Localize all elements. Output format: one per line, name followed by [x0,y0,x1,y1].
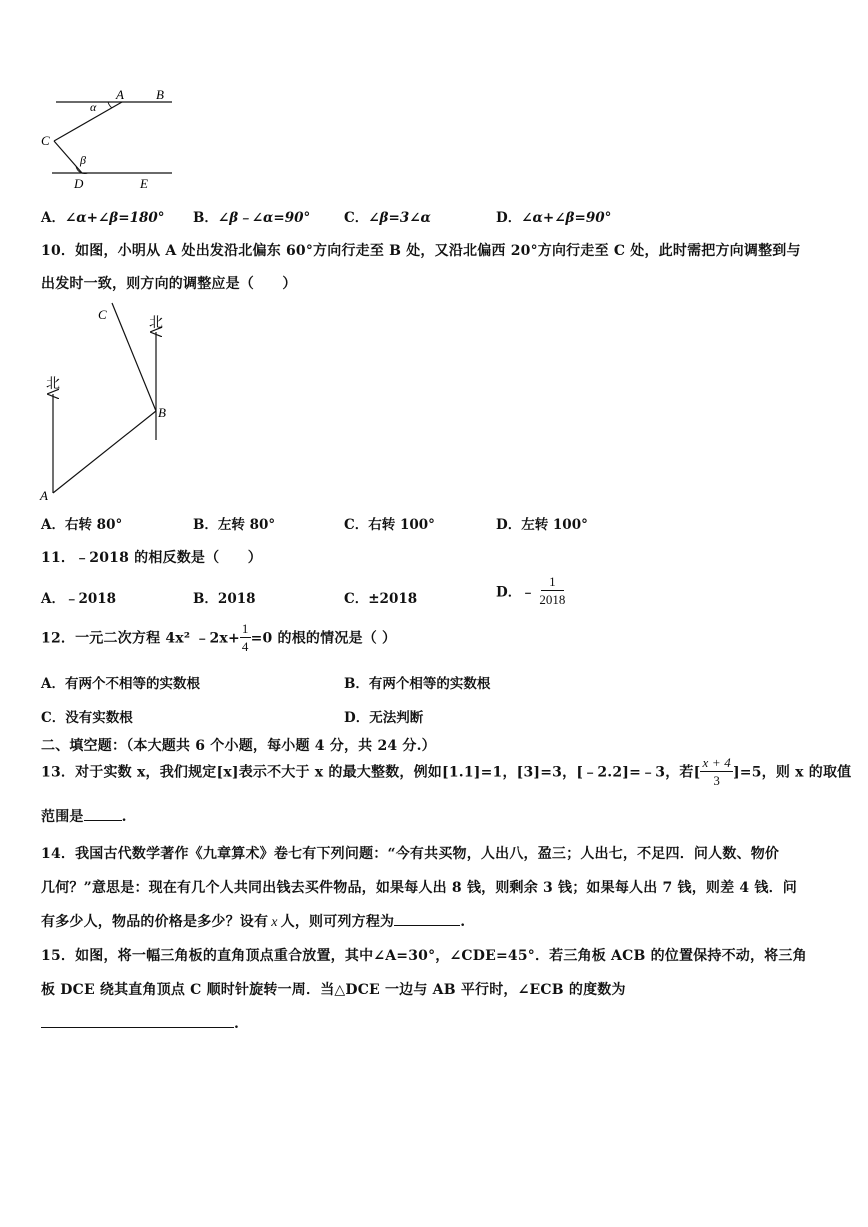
q13-fraction: $\frac{x + 4}{3}$ [702,755,731,788]
parallel-lines-figure [36,84,181,192]
q9-option-d: D．∠α+∠β=90° [496,210,612,226]
q9-option-a: A．∠α+∠β=180° [41,210,165,226]
label-e: E [140,176,148,191]
q13-answer-blank[interactable] [84,820,122,821]
q14-line3: 有多少人，物品的价格是多少？设有 x 人，则可列方程为 . [41,914,466,930]
q12-stem: 12．一元二次方程 4x² ﹣2x+ $\frac{1}{4}$ =0 的根的情况是（ ） [41,621,397,654]
q12-fraction: $\frac{1}{4}$ [241,621,249,654]
path-ab [53,411,156,493]
q11-stem: 11．﹣2018 的相反数是（ ） [41,550,262,566]
q12-option-a: A．有两个不相等的实数根 [41,676,200,692]
q15-line1: 15．如图，将一幅三角板的直角顶点重合放置，其中∠A=30°，∠CDE=45°．若三角板 ACB 的位置保持不动，将三角 [41,948,807,964]
q9-option-b: B．∠β﹣∠α=90° [193,210,311,226]
north-label-2: 北 [149,316,163,331]
alpha-arc [108,102,112,108]
direction-figure [36,300,186,505]
q10-option-d: D．左转 100° [496,517,588,533]
north-label-1: 北 [46,377,60,392]
label-d: D [74,176,84,191]
q13-line2: 范围是 . [41,809,127,825]
q12-option-d: D．无法判断 [344,710,424,726]
q13-line1: 13．对于实数 x，我们规定[x]表示不大于 x 的最大整数，例如[1.1]=1，[3]=3，[﹣2.2]=﹣3，若[ $\frac{x + 4}{3}$ ]=5，则 x 的取值 [41,755,852,788]
section-title: 二、填空题：（本大题共 6 个小题，每小题 4 分，共 24 分.） [41,738,436,754]
q14-line2: 几何？”意思是：现在有几个人共同出钱去买件物品，如果每人出 8 钱，则剩余 3 钱；如果每人出 7 钱，则差 4 钱．问 [41,880,798,896]
q11-option-b: B．2018 [193,591,256,607]
label-b: B [156,87,164,102]
label-beta: β [80,153,86,167]
label-a: A [40,488,48,503]
q10-stem-line2: 出发时一致，则方向的调整应是（ ） [41,276,297,292]
q15-answer-blank[interactable] [41,1027,234,1028]
label-c: C [98,307,107,322]
segment-cd [54,141,82,173]
q11-d-fraction: $\frac{1}{2018}$ [539,574,566,607]
label-alpha: α [90,100,97,114]
q14-answer-blank[interactable] [394,925,460,926]
q12-option-c: C．没有实数根 [41,710,133,726]
q11-option-d: D．﹣ $\frac{1}{2018}$ [496,574,566,607]
q15-line2: 板 DCE 绕其直角顶点 C 顺时针旋转一周．当△DCE 一边与 AB 平行时，∠ECB 的度数为 [41,982,626,998]
q14-line1: 14．我国古代数学著作《九章算术》卷七有下列问题：“今有共买物，人出八，盈三；人出七，不足四．问人数、物价 [41,846,780,862]
q10-option-c: C．右转 100° [344,517,435,533]
q10-option-a: A．右转 80° [41,517,123,533]
label-b: B [158,405,166,420]
q12-option-b: B．有两个相等的实数根 [344,676,491,692]
q10-stem-line1: 10．如图，小明从 A 处出发沿北偏东 60°方向行走至 B 处，又沿北偏西 20°方向行走至 C 处，此时需把方向调整到与 [41,243,801,259]
q9-option-c: C．∠β=3∠α [344,210,431,226]
q11-option-a: A．﹣2018 [41,591,117,607]
label-c: C [41,133,50,148]
q11-option-c: C．±2018 [344,591,418,607]
q10-option-b: B．左转 80° [193,517,276,533]
q15-line3: . [41,1016,239,1032]
label-a: A [116,87,124,102]
